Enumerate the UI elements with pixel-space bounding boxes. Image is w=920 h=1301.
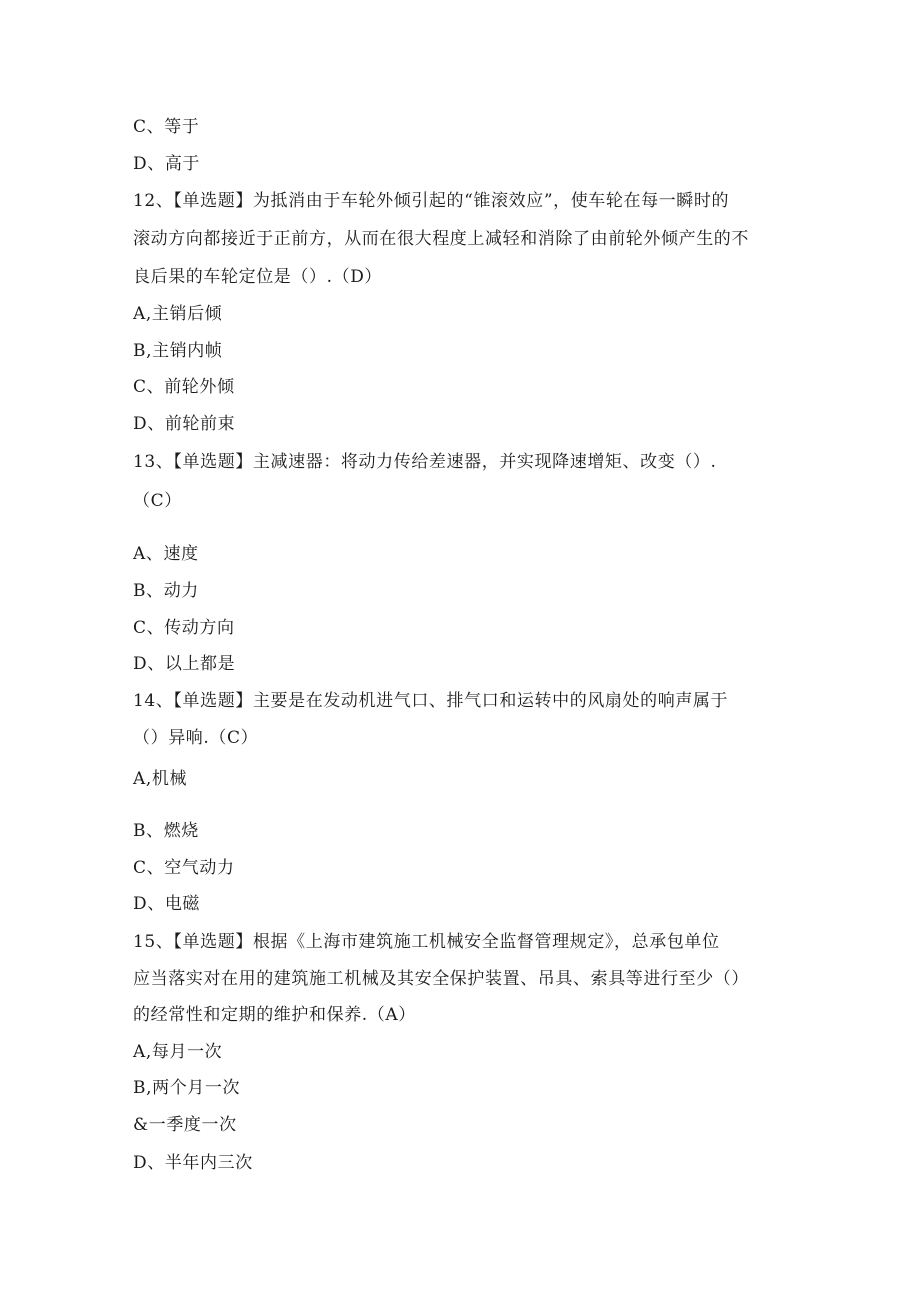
q14-option-a: A,机械: [133, 769, 188, 789]
q12-option-c: C、前轮外倾: [133, 377, 235, 397]
question-12-line-3: 良后果的车轮定位是（）.（D）: [133, 267, 383, 287]
question-13-line-1: 13、【单选题】主减速器：将动力传给差速器，并实现降速增矩、改变（）.: [133, 452, 717, 472]
q13-option-c: C、传动方向: [133, 618, 235, 638]
q15-option-a: A,每月一次: [133, 1042, 223, 1062]
question-14-line-1: 14、【单选题】主要是在发动机进气口、排气口和运转中的风扇处的响声属于: [133, 691, 729, 711]
q15-option-d: D、半年内三次: [133, 1153, 253, 1173]
question-15-line-2: 应当落实对在用的建筑施工机械及其安全保护装置、吊具、索具等进行至少（）: [133, 969, 749, 989]
option-c-line: C、等于: [133, 117, 200, 137]
q15-option-b: B,两个月一次: [133, 1078, 241, 1098]
q13-option-d: D、以上都是: [133, 654, 236, 674]
q14-option-c: C、空气动力: [133, 858, 235, 878]
question-15-line-3: 的经常性和定期的维护和保养.（A）: [133, 1005, 416, 1025]
q12-option-d: D、前轮前束: [133, 414, 236, 434]
question-15-line-1: 15、【单选题】根据《上海市建筑施工机械安全监督管理规定》，总承包单位: [133, 932, 720, 952]
question-12-line-1: 12、【单选题】为抵消由于车轮外倾引起的“锥滚效应”，使车轮在每一瞬时的: [133, 191, 730, 211]
q14-option-b: B、燃烧: [133, 821, 199, 841]
q12-option-a: A,主销后倾: [133, 304, 223, 324]
q13-option-a: A、速度: [133, 544, 199, 564]
q12-option-b: B,主销内帧: [133, 341, 223, 361]
option-d-line: D、高于: [133, 154, 201, 174]
question-14-line-2: （）异响.（C）: [133, 728, 259, 748]
question-12-line-2: 滚动方向都接近于正前方，从而在很大程度上减轻和消除了由前轮外倾产生的不: [133, 229, 749, 249]
q13-option-b: B、动力: [133, 581, 199, 601]
question-13-line-2: （C）: [133, 491, 182, 511]
q15-option-c: &一季度一次: [133, 1115, 237, 1135]
q14-option-d: D、电磁: [133, 894, 201, 914]
